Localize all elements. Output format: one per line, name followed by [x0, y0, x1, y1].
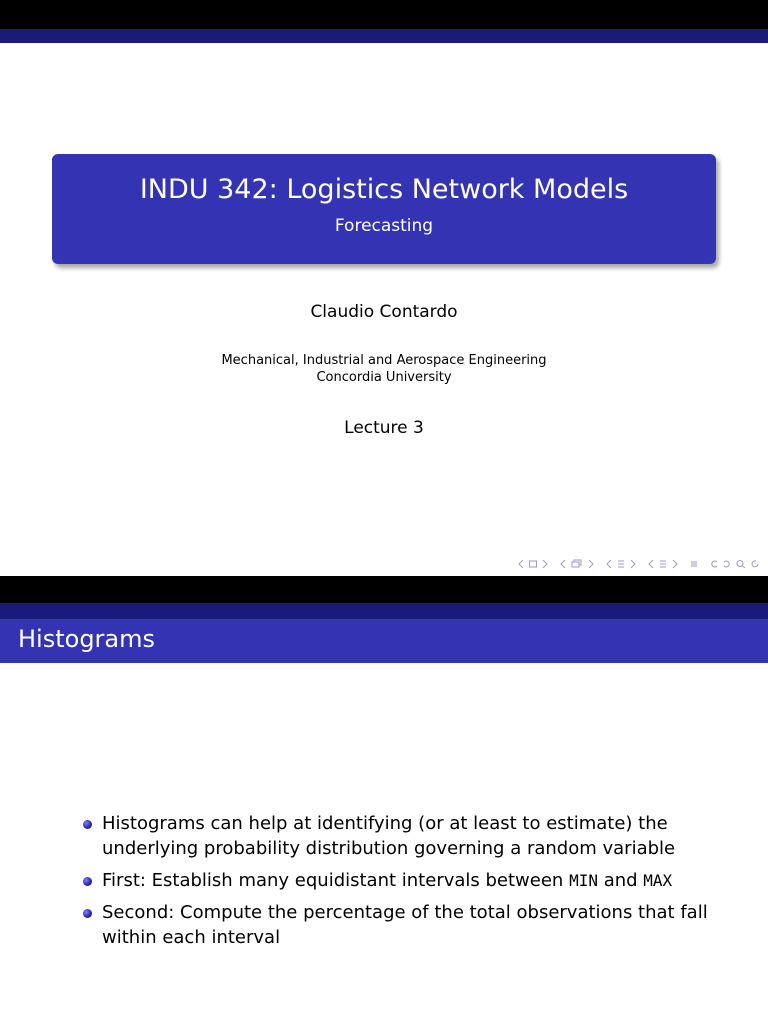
code-max: MAX — [643, 871, 673, 890]
code-min: MIN — [569, 871, 598, 890]
nav-back-icon[interactable] — [709, 559, 719, 569]
nav-left-arrow-icon[interactable] — [647, 559, 655, 569]
title-block — [52, 154, 716, 264]
beamer-navigation-bar — [517, 557, 760, 571]
nav-right-arrow-icon[interactable] — [541, 559, 549, 569]
frame-title: Histograms — [18, 625, 156, 653]
nav-section-group[interactable] — [605, 559, 637, 569]
author-name: Claudio Contardo — [310, 302, 458, 322]
nav-subsection-group[interactable] — [559, 559, 595, 569]
bullet-text: Second: Compute the percentage of the total observations that fall within each interval — [102, 902, 708, 948]
list-item — [78, 868, 718, 893]
nav-frame-group[interactable] — [517, 559, 549, 569]
nav-left-arrow-icon[interactable] — [559, 559, 567, 569]
nav-search-icon[interactable] — [735, 559, 747, 569]
header-bar — [0, 0, 768, 29]
bullet-icon — [83, 820, 92, 829]
nav-align-icon[interactable] — [689, 559, 699, 569]
affiliation — [0, 352, 768, 386]
nav-frame-icon[interactable] — [528, 559, 538, 569]
list-item — [78, 811, 718, 861]
nav-section-icon[interactable] — [658, 559, 668, 569]
nav-search-group[interactable] — [709, 559, 760, 569]
nav-subsection-icon[interactable] — [570, 559, 584, 569]
affiliation-university: Concordia University — [316, 370, 452, 385]
presentation-title: INDU 342: Logistics Network Models — [139, 174, 629, 205]
nav-right-arrow-icon[interactable] — [587, 559, 595, 569]
header-bar — [0, 576, 768, 603]
nav-presentation-group[interactable] — [647, 559, 679, 569]
affiliation-department: Mechanical, Industrial and Aerospace Engineering — [221, 353, 547, 368]
nav-right-arrow-icon[interactable] — [629, 559, 637, 569]
nav-left-arrow-icon[interactable] — [517, 559, 525, 569]
nav-reload-icon[interactable] — [750, 559, 760, 569]
frame-title-bar — [0, 619, 768, 663]
header-accent-bar — [0, 29, 768, 43]
bullet-icon — [83, 909, 92, 918]
nav-forward-icon[interactable] — [722, 559, 732, 569]
presentation-subtitle: Forecasting — [334, 216, 434, 236]
list-item — [78, 900, 718, 950]
histograms-slide — [0, 576, 768, 1024]
bullet-list — [78, 811, 718, 957]
nav-right-arrow-icon[interactable] — [671, 559, 679, 569]
bullet-text: and — [597, 870, 644, 891]
nav-section-icon[interactable] — [616, 559, 626, 569]
bullet-text: First: Establish many equidistant intervals between — [102, 870, 570, 891]
bullet-text: Histograms can help at identifying (or at least to estimate) the underlying probability distribution governing a random variable — [102, 813, 676, 859]
nav-left-arrow-icon[interactable] — [605, 559, 613, 569]
bullet-icon — [83, 877, 92, 886]
lecture-number: Lecture 3 — [344, 418, 424, 438]
